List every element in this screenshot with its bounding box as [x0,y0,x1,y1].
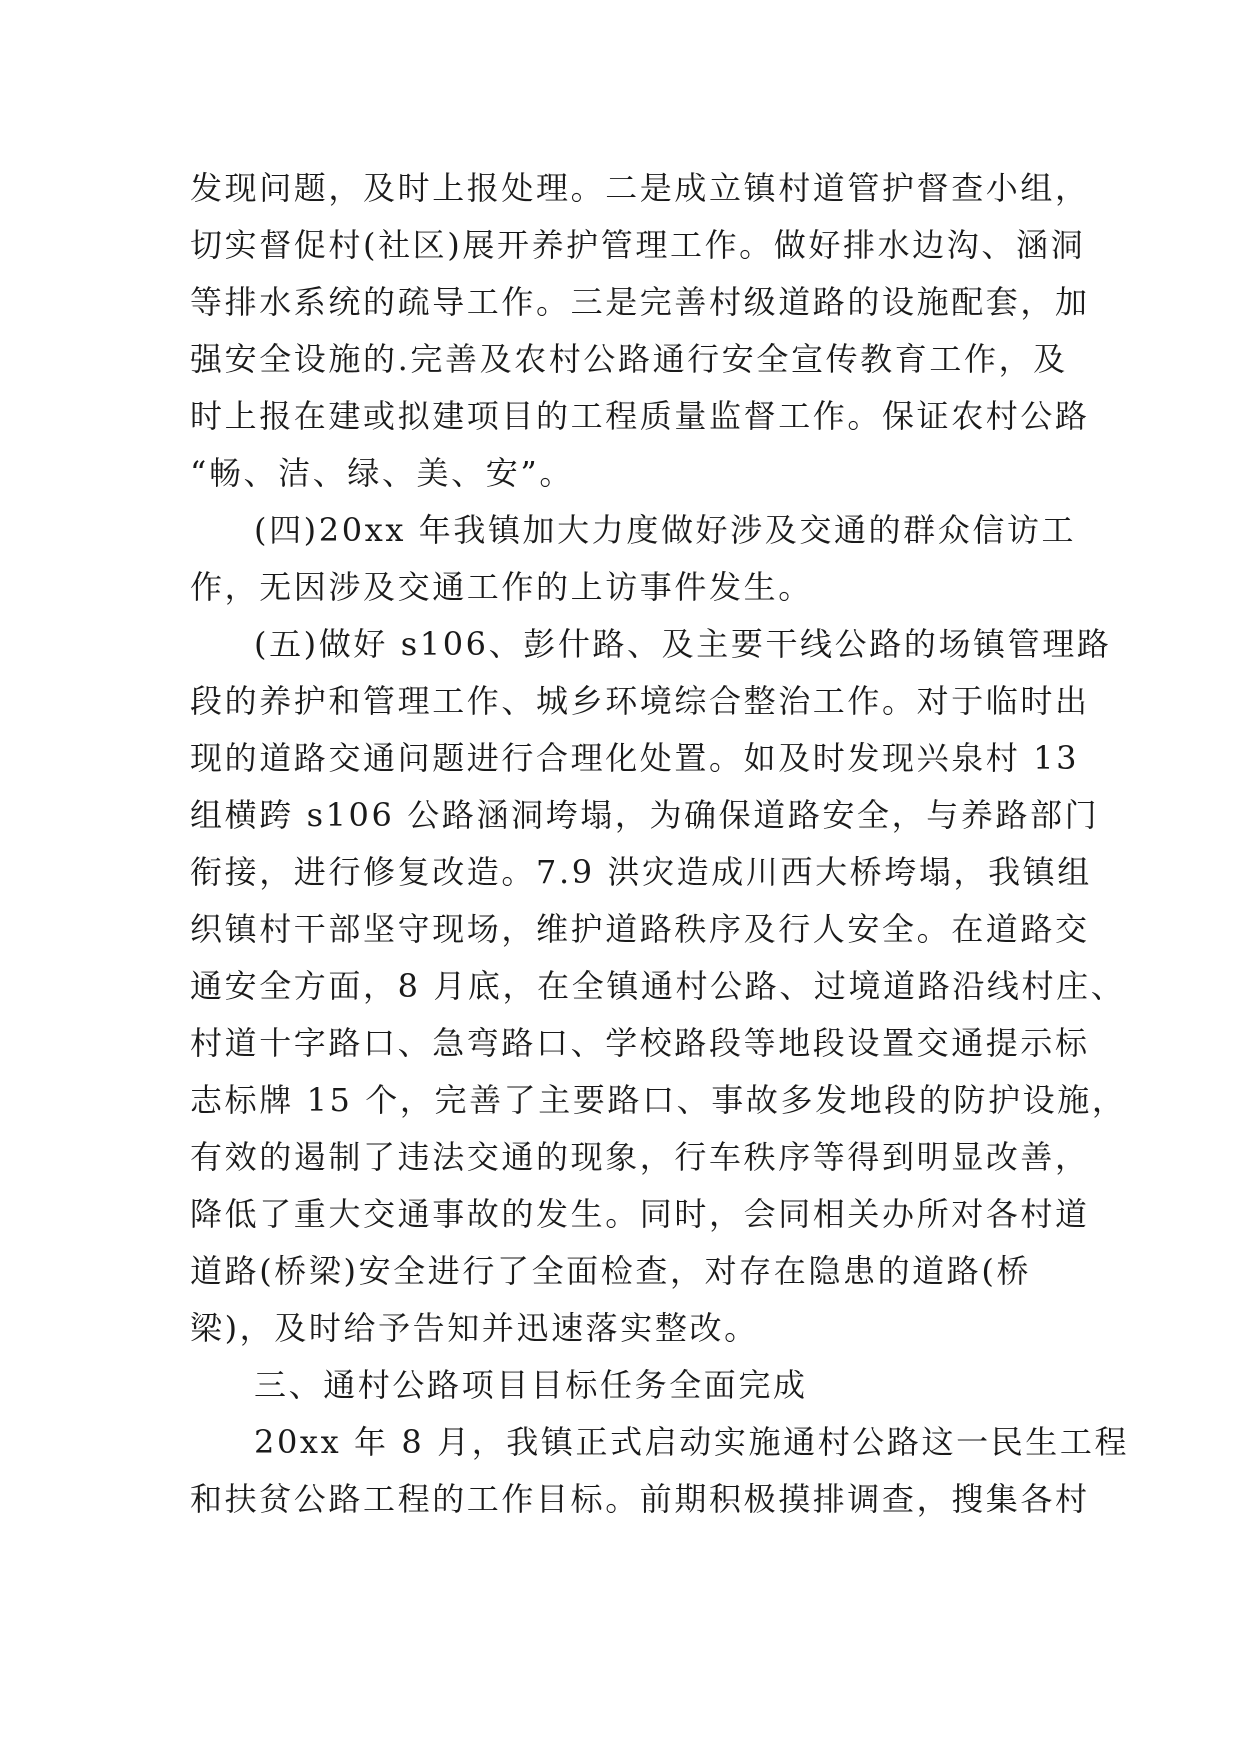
text-line: 道路(桥梁)安全进行了全面检查，对存在隐患的道路(桥 [190,1252,1032,1290]
text-line: 切实督促村(社区)展开养护管理工作。做好排水边沟、涵洞 [190,226,1086,264]
text-line: 衔接，进行修复改造。7.9 洪灾造成川西大桥垮塌，我镇组 [190,853,1092,891]
text-line: 降低了重大交通事故的发生。同时，会同相关办所对各村道 [190,1195,1090,1233]
text-line: 作，无因涉及交通工作的上访事件发生。 [190,568,813,606]
text-line: 组横跨 s106 公路涵洞垮塌，为确保道路安全，与养路部门 [190,796,1100,834]
text-line: 时上报在建或拟建项目的工程质量监督工作。保证农村公路 [190,397,1090,435]
text-line: 段的养护和管理工作、城乡环境综合整治工作。对于临时出 [190,682,1090,720]
text-line: 和扶贫公路工程的工作目标。前期积极摸排调查，搜集各村 [190,1480,1090,1518]
text-line: 织镇村干部坚守现场，维护道路秩序及行人安全。在道路交 [190,910,1090,948]
section-heading: 三、通村公路项目目标任务全面完成 [254,1366,808,1404]
paragraph-start-line: 20xx 年 8 月，我镇正式启动实施通村公路这一民生工程 [254,1423,1130,1461]
text-line: 现的道路交通问题进行合理化处置。如及时发现兴泉村 13 [190,739,1080,777]
text-line: 梁)，及时给予告知并迅速落实整改。 [190,1309,759,1347]
text-line: “畅、洁、绿、美、安”。 [190,454,574,492]
text-line: 有效的遏制了违法交通的现象，行车秩序等得到明显改善， [190,1138,1090,1176]
text-line: 村道十字路口、急弯路口、学校路段等地段设置交通提示标 [190,1024,1090,1062]
text-line: 强安全设施的.完善及农村公路通行安全宣传教育工作，及 [190,340,1068,378]
body-text [190,160,1130,1528]
text-line: 发现问题，及时上报处理。二是成立镇村道管护督查小组， [190,169,1090,207]
text-line: 等排水系统的疏导工作。三是完善村级道路的设施配套，加 [190,283,1090,321]
text-line: 通安全方面，8 月底，在全镇通村公路、过境道路沿线村庄、 [190,967,1126,1005]
paragraph-start-line: (五)做好 s106、彭什路、及主要干线公路的场镇管理路 [254,625,1112,663]
text-line: 志标牌 15 个，完善了主要路口、事故多发地段的防护设施， [190,1081,1127,1119]
paragraph-start-line: (四)20xx 年我镇加大力度做好涉及交通的群众信访工 [254,511,1077,549]
